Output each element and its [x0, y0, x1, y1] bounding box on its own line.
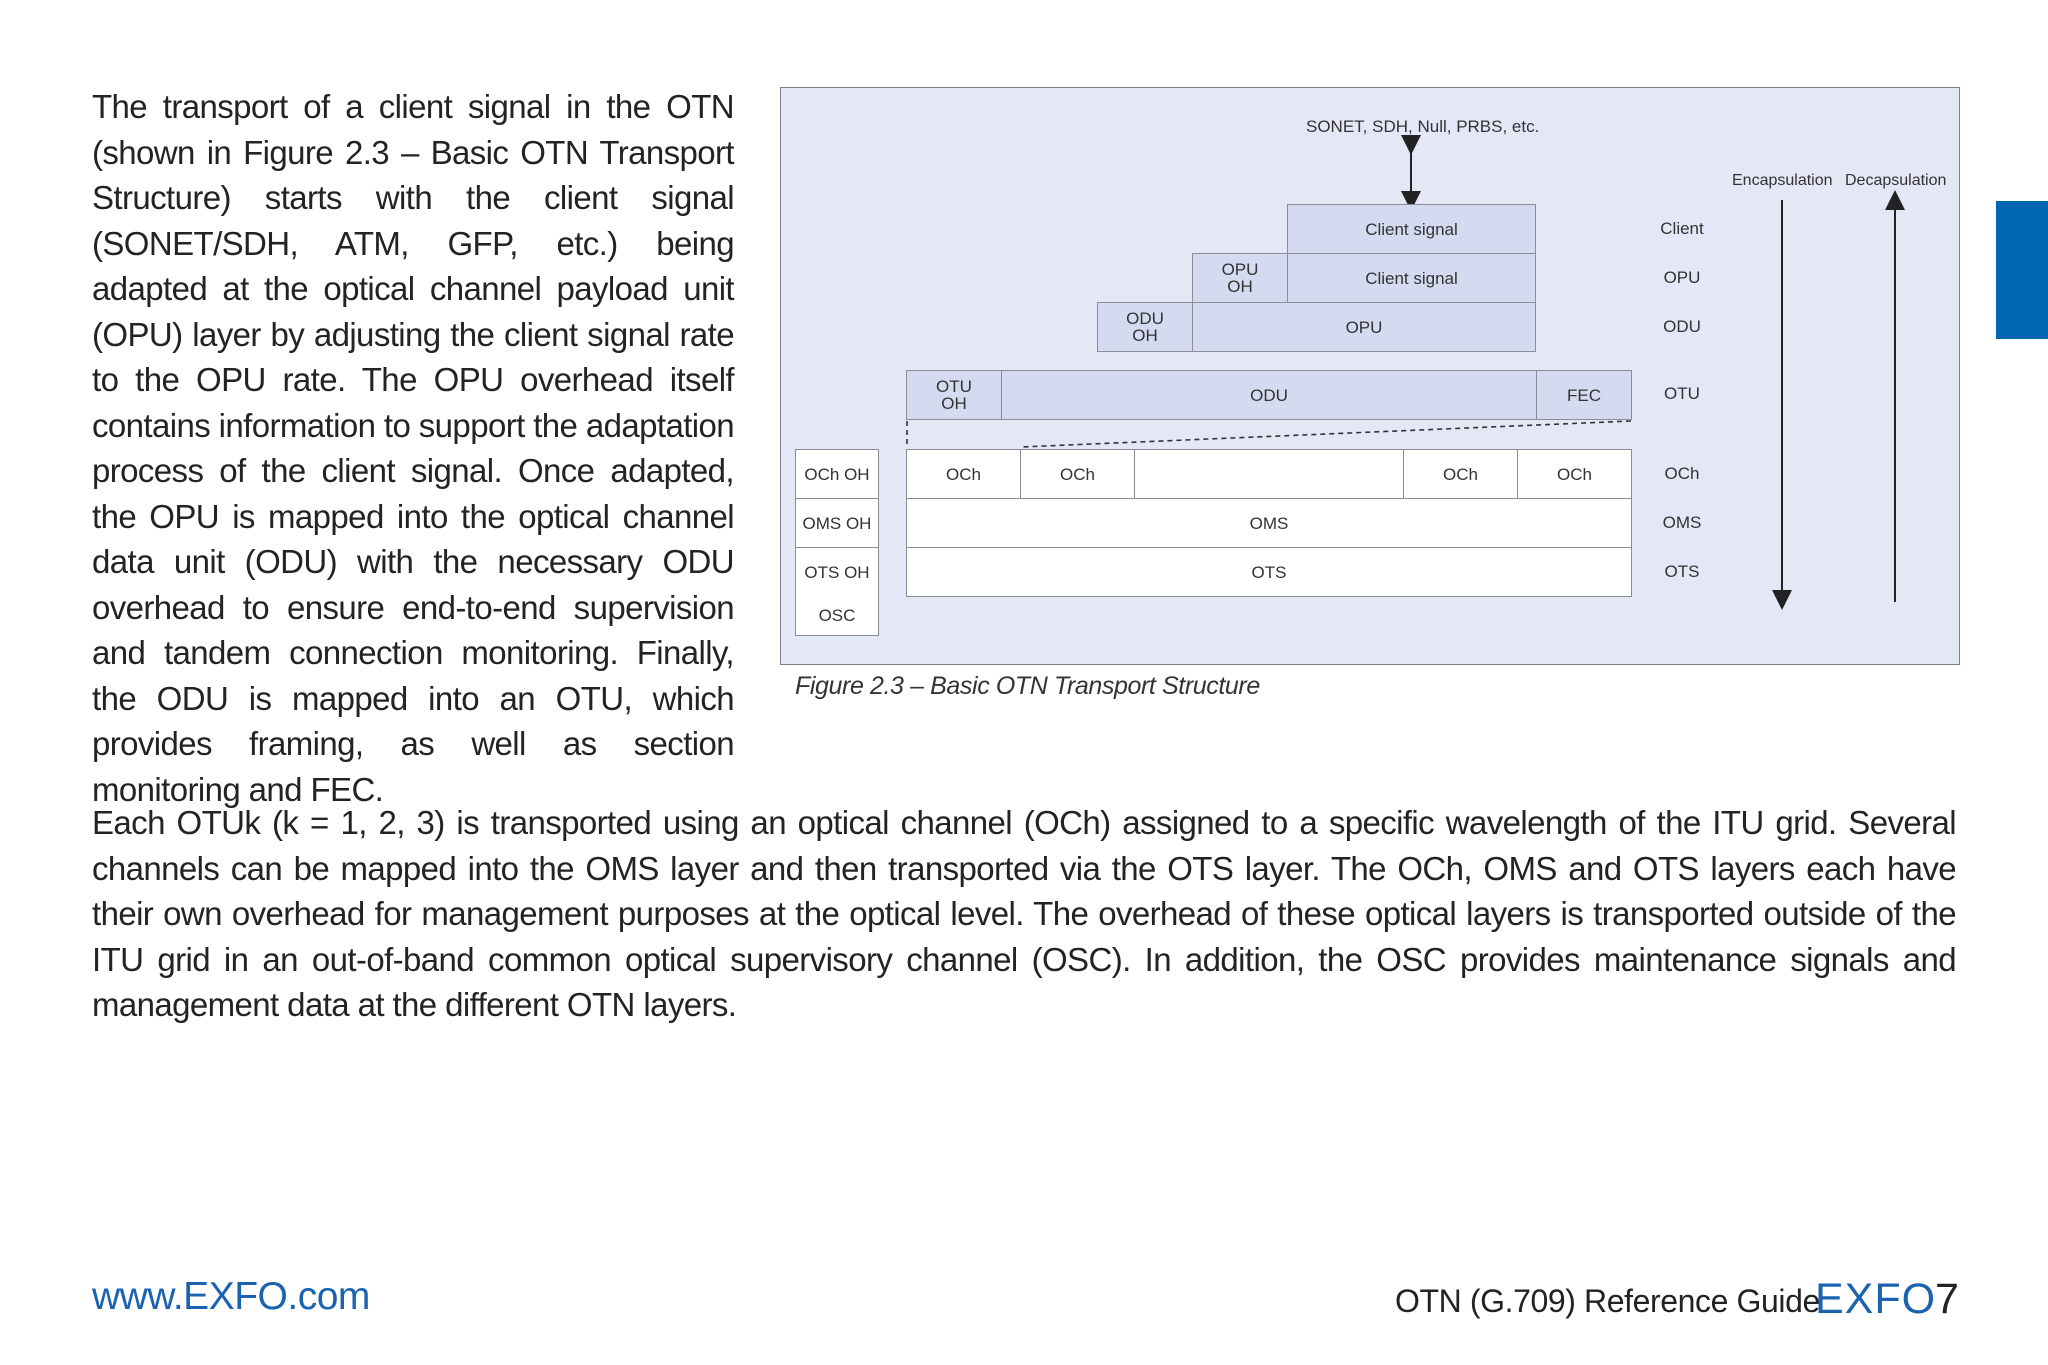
osc-cell: OSC	[795, 596, 879, 636]
ots-cell: OTS	[906, 547, 1632, 597]
otu-odu-cell: ODU	[1001, 370, 1537, 420]
layer-label-oms: OMS	[1662, 513, 1702, 532]
footer-website-link[interactable]: www.EXFO.com	[92, 1275, 370, 1318]
otu-oh-line2: OH	[941, 394, 967, 413]
opu-oh-cell	[1192, 253, 1288, 303]
layer-label-och: OCh	[1664, 464, 1700, 483]
och-cell-2: OCh	[1020, 449, 1135, 499]
oms-oh-cell: OMS OH	[795, 498, 879, 548]
oms-cell: OMS	[906, 498, 1632, 548]
och-cell-4: OCh	[1517, 449, 1632, 499]
opu-oh-line1: OPU	[1221, 260, 1259, 279]
odu-opu-cell: OPU	[1192, 302, 1536, 352]
layer-label-client: Client	[1660, 219, 1704, 238]
otu-oh-cell	[906, 370, 1002, 420]
page-number: 7	[1935, 1275, 1959, 1323]
och-oh-cell: OCh OH	[795, 449, 879, 499]
odu-oh-line1: ODU	[1126, 309, 1164, 328]
layer-label-opu: OPU	[1663, 268, 1701, 287]
odu-oh-cell	[1097, 302, 1193, 352]
layer-label-odu: ODU	[1663, 317, 1701, 336]
och-cell-1: OCh	[906, 449, 1021, 499]
figure-caption: Figure 2.3 – Basic OTN Transport Structure	[795, 672, 1260, 700]
decapsulation-label: Decapsulation	[1845, 172, 1947, 189]
och-empty-cell	[1134, 449, 1404, 499]
och-paragraph: Each OTUk (k = 1, 2, 3) is transported using an optical channel (OCh) assigned to a specific wavelength of the ITU grid. Several channels can be mapped into the OMS layer and then transported via the OTS layer. The OCh, OMS and OTS layers each have their own overhead for management purposes at the optical level. The overhead of these optical layers is transported outside of the ITU grid in an out-of-band common optical supervisory channel (OSC). In addition, the OSC provides maintenance signals and management data at the different OTN layers.	[92, 804, 1956, 1023]
odu-oh-line2: OH	[1132, 326, 1158, 345]
client-source-label: SONET, SDH, Null, PRBS, etc.	[1306, 117, 1540, 136]
och-cell-3: OCh	[1403, 449, 1518, 499]
layer-label-otu: OTU	[1664, 384, 1700, 403]
layer-label-ots: OTS	[1664, 562, 1700, 581]
ots-oh-cell: OTS OH	[795, 547, 879, 597]
otn-transport-structure-diagram	[780, 87, 1960, 665]
otu-oh-line1: OTU	[936, 377, 972, 396]
mapping-dashed-line-right	[1021, 421, 1631, 447]
footer-guide-title: OTN (G.709) Reference Guide	[1395, 1283, 1820, 1319]
section-tab-marker	[1996, 201, 2048, 339]
opu-client-signal-cell: Client signal	[1287, 253, 1536, 303]
client-signal-cell: Client signal	[1287, 204, 1536, 254]
encapsulation-label: Encapsulation	[1732, 172, 1833, 189]
fec-cell: FEC	[1536, 370, 1632, 420]
opu-oh-line2: OH	[1227, 277, 1253, 296]
footer-brand-logo: EXFO	[1815, 1275, 1937, 1323]
intro-paragraph: The transport of a client signal in the OTN (shown in Figure 2.3 – Basic OTN Transport Structure) starts with the client signal (SONET/SDH, ATM, GFP, etc.) being adapted at the optical channel payload unit (OPU) layer by adjusting the client signal rate to the OPU rate. The OPU overhead itself contains information to support the adaptation process of the client signal. Once adapted, the OPU is mapped into the optical channel data unit (ODU) with the necessary ODU overhead to ensure end-to-end supervision and tandem connection monitoring. Finally, the ODU is mapped into an OTU, which provides framing, as well as section monitoring and FEC.	[92, 88, 735, 808]
